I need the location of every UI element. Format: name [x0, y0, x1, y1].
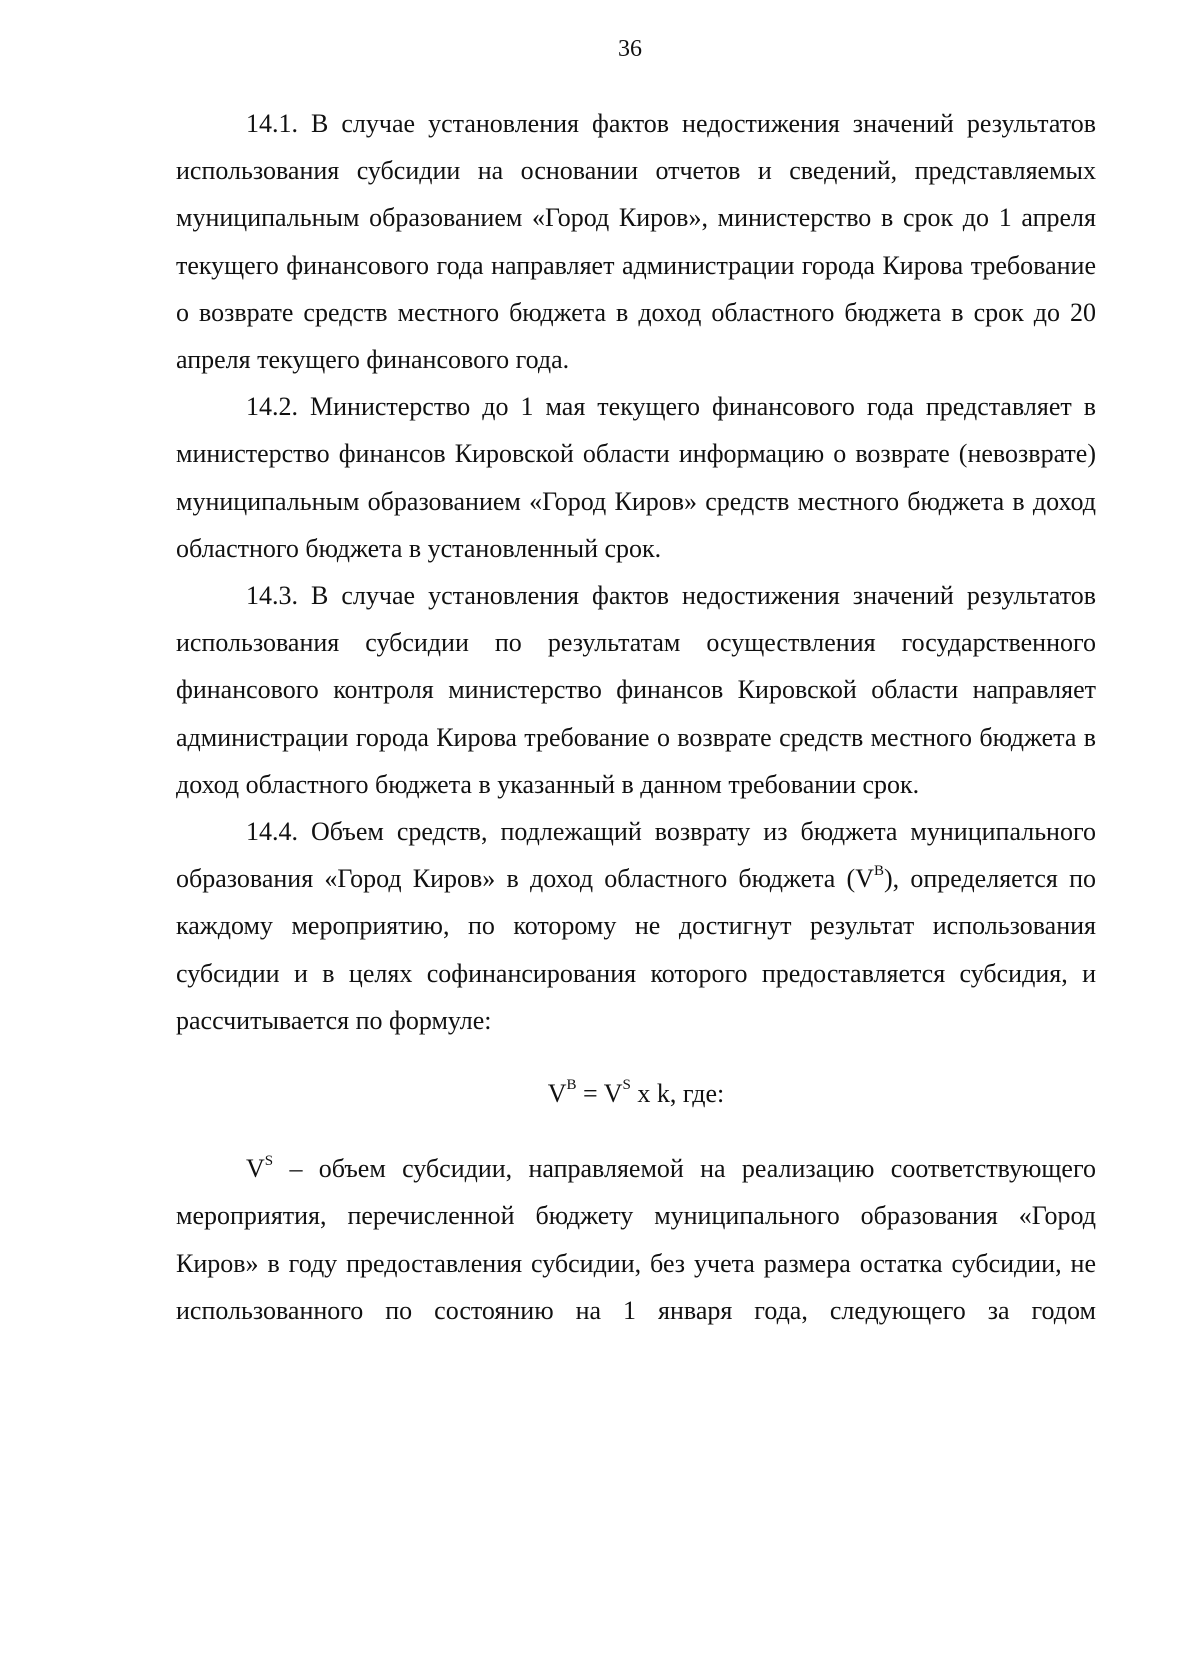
definition-superscript-s: S	[264, 1152, 274, 1169]
formula-superscript-s: S	[622, 1077, 631, 1094]
paragraph-14-4	[176, 808, 1096, 1044]
paragraph-14-3: 14.3. В случае установления фактов недостижения значений результатов использования субсидии по результатам осуществления государственного финансового контроля министерство финансов Кировской области направляет администрации города Кирова требование о возврате средств местного бюджета в доход областного бюджета в указанный в данном требовании срок.	[176, 581, 1096, 799]
definition-text: – объем субсидии, направляемой на реализацию соответствующего мероприятия, перечисленной бюджету муниципального образования «Город Киров» в году предоставления субсидии, без учета размера остатка субсидии, не использованного по состоянию на 1 января года, следующего за годом	[176, 1154, 1096, 1325]
formula	[176, 1044, 1096, 1145]
page-number: 36	[618, 36, 642, 62]
formula-v: V	[547, 1079, 567, 1109]
paragraph-14-1: 14.1. В случае установления фактов недостижения значений результатов использования субсидии на основании отчетов и сведений, представляемых муниципальным образованием «Город Киров», министерство в срок до 1 апреля текущего финансового года направляет администрации города Кирова требование о возврате средств местного бюджета в доход областного бюджета в срок до 20 апреля текущего финансового года.	[176, 109, 1096, 375]
paragraph-14-4-start: 14.4. Объем средств, подлежащий возврату из бюджета муниципального образования «Город Киров» в доход областного бюджета (V	[176, 817, 1096, 894]
paragraph-vs-definition	[176, 1145, 1096, 1334]
formula-superscript-b: B	[566, 1077, 577, 1094]
formula-equals: = V	[576, 1079, 623, 1109]
formula-rest: x k, где:	[630, 1079, 725, 1109]
document-body	[176, 100, 1096, 1334]
superscript-b: B	[873, 862, 884, 879]
definition-v: V	[246, 1154, 265, 1184]
paragraph-14-4-end: ), определяется по каждому мероприятию, по которому не достигнут результат использования субсидии и в целях софинансирования которого предоставляется субсидия, и рассчитывается по формуле:	[176, 864, 1096, 1035]
paragraph-14-2: 14.2. Министерство до 1 мая текущего финансового года представляет в министерство финансов Кировской области информацию о возврате (невозврате) муниципальным образованием «Город Киров» средств местного бюджета в доход областного бюджета в установленный срок.	[176, 392, 1096, 563]
